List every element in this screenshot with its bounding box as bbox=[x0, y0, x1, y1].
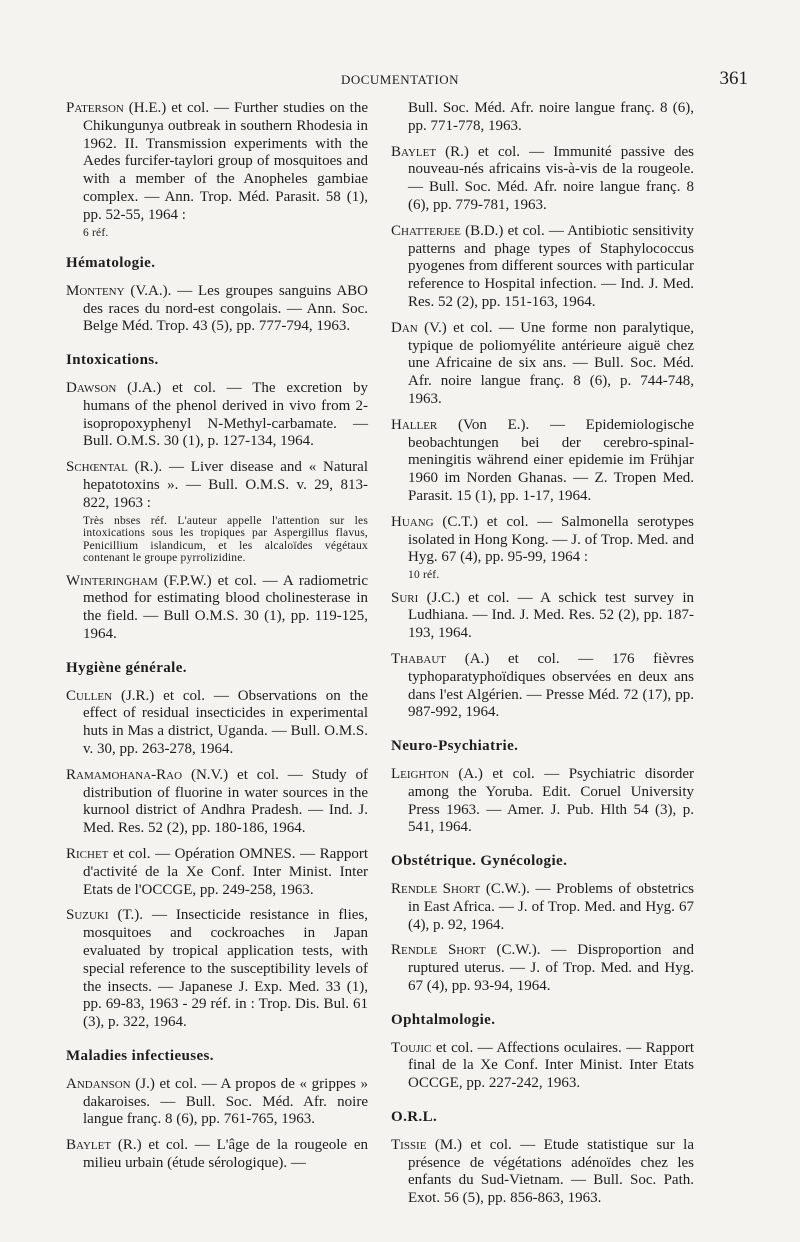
entry-author: Haller bbox=[391, 416, 438, 433]
entry-note: 6 réf. bbox=[83, 226, 109, 239]
bibliography-entry bbox=[66, 1137, 368, 1173]
section-heading: Hygiène générale. bbox=[66, 659, 187, 676]
entry-note: 10 réf. bbox=[408, 569, 440, 582]
entry-author: Schœntal bbox=[66, 459, 128, 476]
bibliography-entry bbox=[66, 907, 368, 1032]
entry-author: Huang bbox=[391, 513, 434, 530]
bibliography-entry bbox=[391, 320, 694, 409]
entry-author: Baylet bbox=[66, 1137, 112, 1154]
bibliography-entry bbox=[391, 881, 694, 934]
bibliography-entry bbox=[391, 417, 694, 506]
left-column bbox=[66, 100, 368, 1181]
section-heading: O.R.L. bbox=[391, 1108, 438, 1125]
entry-author: Rendle Short bbox=[391, 942, 486, 959]
entry-author: Toujic bbox=[391, 1039, 432, 1056]
bibliography-entry bbox=[391, 144, 694, 215]
entry-author: Cullen bbox=[66, 687, 113, 704]
entry-author: Monteny bbox=[66, 282, 125, 299]
page-number: 361 bbox=[719, 68, 748, 89]
running-header bbox=[60, 68, 748, 90]
section-heading: Neuro-Psychiatrie. bbox=[391, 738, 519, 755]
bibliography-entry bbox=[66, 573, 368, 644]
section-heading: Intoxications. bbox=[66, 352, 159, 369]
entry-citation: (R.) et col. — L'âge de la rougeole en milieu urbain (étude sérologique). — bbox=[83, 1137, 368, 1171]
entry-citation: (R.). — Liver disease and « Natural hepatotoxins ». — Bull. O.M.S. v. 29, 813-822, 1963 : bbox=[83, 459, 368, 511]
bibliography-entry bbox=[391, 590, 694, 643]
bibliography-entry bbox=[66, 100, 368, 225]
bibliography-entry bbox=[391, 942, 694, 995]
entry-citation: (V.) et col. — Une forme non paralytique, typique de poliomyélite antérieure aiguë chez une Africaine de six ans. — Bull. Soc. Méd. Afr. noire langue franç. 8 (6), p. 744-748, 1963. bbox=[408, 319, 694, 407]
entry-citation: (V.A.). — Les groupes sanguins ABO des races du nord-est congolais. — Ann. Soc. Belge Méd. Trop. 43 (5), pp. 777-794, 1963. bbox=[83, 282, 368, 335]
bibliography-entry bbox=[66, 459, 368, 512]
entry-citation: (C.W.). — Problems of obstetrics in East Africa. — J. of Trop. Med. and Hyg. 67 (4), p. 92, 1964. bbox=[408, 880, 694, 933]
entry-author: Andanson bbox=[66, 1075, 131, 1092]
entry-author: Tissie bbox=[391, 1136, 427, 1153]
entry-note: Très nbses réf. L'auteur appelle l'attention sur les intoxications sous les tropiques par Aspergillus flavus, Penicillium islandicum, et les alcaloïdes végétaux contenant le groupe pyrrolizidine. bbox=[83, 514, 368, 565]
bibliography-entry bbox=[391, 1137, 694, 1208]
entry-citation: (R.) et col. — Immunité passive des nouveau-nés africains vis-à-vis de la rougeole. — Bull. Soc. Méd. Afr. noire langue franç. 8 (6), pp. 779-781, 1963. bbox=[408, 143, 694, 213]
entry-author: Dan bbox=[391, 319, 418, 336]
entry-citation: (A.) et col. — 176 fièvres typhoparatyphoïdiques observées en deux ans dans l'est Algérien. — Presse Méd. 72 (17), pp. 987-992, 1964. bbox=[408, 651, 694, 721]
section-heading: Obstétrique. Gynécologie. bbox=[391, 853, 568, 870]
entry-citation: (J.R.) et col. — Observations on the effect of residual insecticides in experimental huts in Mas a district, Uganda. — Bull. O.M.S. v. 30, pp. 263-278, 1964. bbox=[83, 687, 368, 758]
bibliography-entry bbox=[66, 283, 368, 336]
running-title: DOCUMENTATION bbox=[340, 72, 460, 87]
entry-citation: et col. — Affections oculaires. — Rapport final de la Xe Conf. Inter Minist. Inter Etats OCCGE, pp. 227-242, 1963. bbox=[408, 1039, 694, 1092]
entry-author: Thabaut bbox=[391, 651, 446, 668]
entry-citation: (A.) et col. — Psychiatric disorder among the Yoruba. Edit. Coruel University Press 1963. — Amer. J. Pub. Hlth 54 (3), p. 541, 1964. bbox=[408, 766, 694, 836]
entry-citation: (C.T.) et col. — Salmonella serotypes isolated in Hong Kong. — J. of Trop. Med. and Hyg. 67 (4), pp. 95-99, 1964 : bbox=[408, 513, 694, 566]
entry-citation: (F.P.W.) et col. — A radiometric method for estimating blood cholinesterase in the field. — Bull O.M.S. 30 (1), pp. 119-125, 1964. bbox=[83, 572, 368, 643]
section-heading: Hématologie. bbox=[66, 255, 156, 272]
entry-citation: (B.D.) et col. — Antibiotic sensitivity patterns and phage types of Staphylococcus pyogenes from different sources with particular reference to Hospital infection. — Ind. J. Med. Res. 52 (2), pp. 151-163, 1964. bbox=[408, 222, 694, 310]
right-column bbox=[391, 100, 694, 1216]
bibliography-entry bbox=[391, 651, 694, 722]
entry-citation: (Von E.). — Epidemiologische beobachtungen bei der cerebro-spinal-meningitis während einer epidemie im Frühjar 1960 im Norden Ghanas. — Z. Tropen Med. Parasit. 15 (1), pp. 1-17, 1964. bbox=[408, 416, 694, 504]
entry-citation: (N.V.) et col. — Study of distribution of fluorine in water sources in the kurnool district of Andhra Pradesh. — Ind. J. Med. Res. 52 (2), pp. 180-186, 1964. bbox=[83, 766, 368, 837]
bibliography-entry bbox=[391, 514, 694, 567]
bibliography-entry bbox=[66, 846, 368, 899]
entry-author: Suri bbox=[391, 589, 419, 606]
entry-citation: (J.C.) et col. — A schick test survey in Ludhiana. — Ind. J. Med. Res. 52 (2), pp. 187-193, 1964. bbox=[408, 589, 694, 642]
entry-citation: (C.W.). — Disproportion and ruptured uterus. — J. of Trop. Med. and Hyg. 67 (4), pp. 93-94, 1964. bbox=[408, 942, 694, 994]
entry-author: Baylet bbox=[391, 143, 437, 160]
entry-citation: (J.) et col. — A propos de « grippes » dakaroises. — Bull. Soc. Méd. Afr. noire langue franç. 8 (6), pp. 761-765, 1963. bbox=[83, 1075, 368, 1128]
section-heading: Maladies infectieuses. bbox=[66, 1047, 214, 1064]
section-heading: Ophtalmologie. bbox=[391, 1011, 496, 1028]
entry-author: Ramamohana-Rao bbox=[66, 766, 183, 783]
entry-author: Richet bbox=[66, 846, 109, 862]
entry-citation: (H.E.) et col. — Further studies on the Chikungunya outbreak in southern Rhodesia in 1962. II. Transmission experiments with the Aedes furcifer-taylori group of mosquitoes and with a member of the Anopheles gambiae complex. — Ann. Trop. Méd. Parasit. 58 (1), pp. 52-55, 1964 : bbox=[83, 100, 368, 223]
entry-citation: (J.A.) et col. — The excretion by humans of the phenol derived in vivo from 2-isopropoxyphenyl N-Methyl-carbamate. — Bull. O.M.S. 30 (1), p. 127-134, 1964. bbox=[83, 380, 368, 450]
bibliography-entry bbox=[391, 766, 694, 837]
bibliography-entry bbox=[391, 223, 694, 312]
entry-citation: (T.). — Insecticide resistance in flies, mosquitoes and cockroaches in Japan evaluated by tropical application tests, with special reference to the susceptibility levels of the insects. — Japanese J. Exp. Med. 33 (1), pp. 69-83, 1963 - 29 réf. in : Trop. Dis. Bul. 61 (3), p. 322, 1964. bbox=[83, 907, 368, 1031]
bibliography-entry bbox=[66, 767, 368, 838]
entry-citation: et col. — Opération OMNES. — Rapport d'activité de la Xe Conf. Inter Minist. Inter Etats de l'OCCGE, pp. 249-258, 1963. bbox=[83, 846, 368, 898]
entry-continuation: Bull. Soc. Méd. Afr. noire langue franç. 8 (6), pp. 771-778, 1963. bbox=[408, 100, 694, 134]
entry-citation: (M.) et col. — Etude statistique sur la présence de végétations adénoïdes chez les enfants du Sud-Vietnam. — Bull. Soc. Path. Exot. 56 (5), pp. 856-863, 1963. bbox=[408, 1136, 694, 1207]
entry-author: Chatterjee bbox=[391, 222, 461, 239]
bibliography-entry bbox=[66, 1076, 368, 1129]
entry-author: Dawson bbox=[66, 380, 117, 397]
bibliography-entry bbox=[66, 380, 368, 451]
entry-author: Paterson bbox=[66, 100, 124, 116]
entry-author: Winteringham bbox=[66, 572, 158, 589]
bibliography-entry bbox=[391, 1040, 694, 1093]
entry-author: Leighton bbox=[391, 766, 449, 782]
entry-author: Suzuki bbox=[66, 907, 109, 924]
entry-author: Rendle Short bbox=[391, 880, 481, 897]
bibliography-entry bbox=[66, 688, 368, 759]
